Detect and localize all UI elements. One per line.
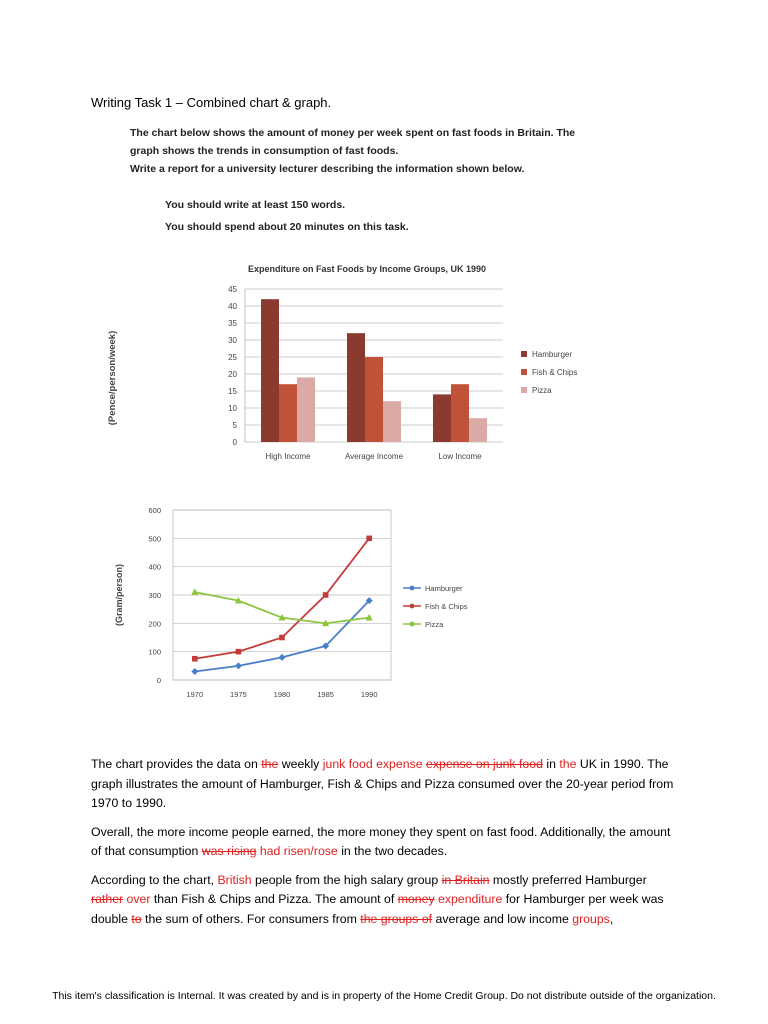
task-instructions — [165, 194, 409, 238]
essay-text-segment: for Hamburger per week was double — [91, 892, 664, 926]
bar — [347, 333, 365, 442]
essay-text-segment: Overall, the more income people earned, the more money they spent on fast food. Additionally, the amount of that consumption — [91, 824, 671, 858]
task-title: Writing Task 1 – Combined chart & graph. — [91, 95, 332, 110]
essay-text-segment: the sum of others. For consumers from — [141, 911, 361, 926]
legend-marker — [410, 622, 415, 627]
deleted-text: rather — [91, 892, 124, 906]
bar-ytick-label: 10 — [228, 404, 237, 413]
essay-text-segment: mostly preferred Hamburger — [489, 872, 647, 887]
bar — [383, 401, 401, 442]
essay-text-segment: UK in 1990. The graph illustrates the amount of Hamburger, Fish & Chips and Pizza consumed over the 20-year period from 1970 to 1990. — [91, 757, 674, 810]
inserted-text: the — [559, 757, 577, 771]
line-ytick-label: 0 — [156, 676, 161, 685]
bar-chart-xticks — [266, 452, 483, 461]
essay-text-segment: average and low income — [432, 911, 573, 926]
data-point — [279, 635, 285, 641]
instruction-line: You should spend about 20 minutes on this task. — [165, 221, 409, 233]
bar-ytick-label: 15 — [228, 387, 237, 396]
bar-ytick-label: 45 — [228, 285, 237, 294]
series-line — [195, 538, 369, 658]
line-ytick-label: 400 — [148, 562, 161, 572]
line-chart-yticks — [148, 506, 161, 685]
bar-ytick-label: 0 — [232, 438, 237, 447]
bar-ytick-label: 30 — [228, 336, 237, 345]
data-point — [323, 592, 329, 598]
bar-ytick-label: 40 — [228, 302, 237, 311]
essay-text — [91, 755, 681, 938]
data-point — [235, 662, 242, 669]
line-xtick-label: 1980 — [273, 690, 291, 699]
task-prompt — [130, 124, 575, 178]
line-chart-ylabel: (Gram/person) — [114, 563, 124, 627]
inserted-text: British — [217, 872, 252, 887]
bar — [433, 394, 451, 442]
bar — [469, 418, 487, 442]
bar — [365, 357, 383, 442]
legend-marker — [410, 604, 415, 609]
classification-footer: This item's classification is Internal. It was created by and is in property of the Home Credit Group. Do not distribute outside of the organization. — [52, 990, 716, 1002]
line-xtick-label: 1970 — [186, 690, 204, 699]
bar — [297, 377, 315, 442]
inserted-text: over — [126, 892, 151, 906]
bar — [451, 384, 469, 442]
bar-xtick-label: Low Income — [438, 452, 482, 461]
essay-paragraph — [91, 823, 681, 862]
line-ytick-label: 200 — [148, 619, 161, 629]
legend-swatch — [521, 369, 527, 375]
essay-text-segment: weekly — [278, 757, 323, 771]
bar-xtick-label: High Income — [265, 452, 311, 461]
data-point — [191, 668, 198, 675]
prompt-line: Write a report for a university lecturer describing the information shown below. — [130, 163, 525, 175]
deleted-text: money — [397, 892, 435, 906]
legend-marker — [410, 586, 415, 591]
line-xtick-label: 1990 — [360, 690, 378, 699]
data-point — [191, 588, 198, 595]
inserted-text: expenditure — [438, 892, 503, 906]
line-ytick-label: 600 — [148, 506, 161, 515]
line-ytick-label: 500 — [148, 534, 161, 544]
bar-chart — [95, 255, 615, 470]
legend-label: Pizza — [425, 620, 444, 629]
deleted-text: was rising — [201, 844, 257, 858]
line-chart-legend — [403, 584, 468, 629]
deleted-text: to — [131, 911, 142, 926]
data-point — [279, 654, 286, 661]
bar-xtick-label: Average Income — [344, 452, 404, 461]
legend-label: Hamburger — [425, 584, 463, 593]
bar-ytick-label: 35 — [228, 319, 237, 328]
line-chart — [105, 500, 525, 710]
data-point — [236, 649, 242, 655]
data-point — [192, 656, 198, 662]
essay-text-segment: According to the chart, — [91, 872, 218, 887]
deleted-text: in Britain — [441, 872, 490, 887]
bar-ytick-label: 25 — [228, 353, 237, 362]
instruction-line: You should write at least 150 words. — [165, 199, 346, 211]
legend-label: Fish & Chips — [425, 602, 468, 611]
legend-swatch — [521, 351, 527, 357]
bar-ytick-label: 5 — [232, 421, 237, 430]
essay-text-segment: people from the high salary group — [251, 872, 442, 887]
prompt-line: The chart below shows the amount of money per week spent on fast foods in Britain. The — [130, 127, 576, 139]
legend-swatch — [521, 387, 527, 393]
bar-chart-ylabel: (Pence/person/week) — [107, 330, 118, 426]
bar-ytick-label: 20 — [228, 370, 237, 379]
line-ytick-label: 100 — [148, 647, 161, 657]
bar-chart-yticks — [228, 285, 237, 447]
line-xtick-label: 1985 — [317, 690, 334, 699]
line-chart-series — [191, 536, 373, 675]
essay-text-segment: than Fish & Chips and Pizza. The amount of — [150, 892, 398, 906]
essay-text-segment: in — [542, 757, 560, 771]
inserted-text: groups — [572, 911, 610, 926]
legend-label: Fish & Chips — [532, 368, 578, 377]
bar-chart-title: Expenditure on Fast Foods by Income Groups, UK 1990 — [247, 264, 487, 274]
inserted-text: had risen/rose — [259, 844, 338, 858]
deleted-text: expense on junk food — [426, 757, 543, 771]
prompt-line: graph shows the trends in consumption of fast foods. — [130, 145, 399, 157]
legend-label: Pizza — [532, 386, 552, 395]
essay-paragraph — [91, 871, 681, 930]
line-chart-xticks — [186, 690, 377, 699]
essay-text-segment: in the two decades. — [337, 844, 448, 858]
essay-paragraph — [91, 755, 681, 814]
data-point — [366, 536, 372, 542]
bar — [279, 384, 297, 442]
bar-chart-legend — [521, 350, 577, 395]
line-xtick-label: 1975 — [230, 690, 247, 699]
essay-text-segment: The chart provides the data on — [91, 757, 262, 771]
legend-label: Hamburger — [532, 350, 573, 359]
essay-text-segment: , — [609, 911, 614, 926]
line-ytick-label: 300 — [148, 591, 161, 600]
deleted-text: the — [261, 757, 279, 771]
deleted-text: the groups of — [360, 911, 433, 926]
bar — [261, 299, 279, 442]
bar-chart-bars — [261, 299, 487, 442]
inserted-text: junk food expense — [322, 757, 423, 771]
